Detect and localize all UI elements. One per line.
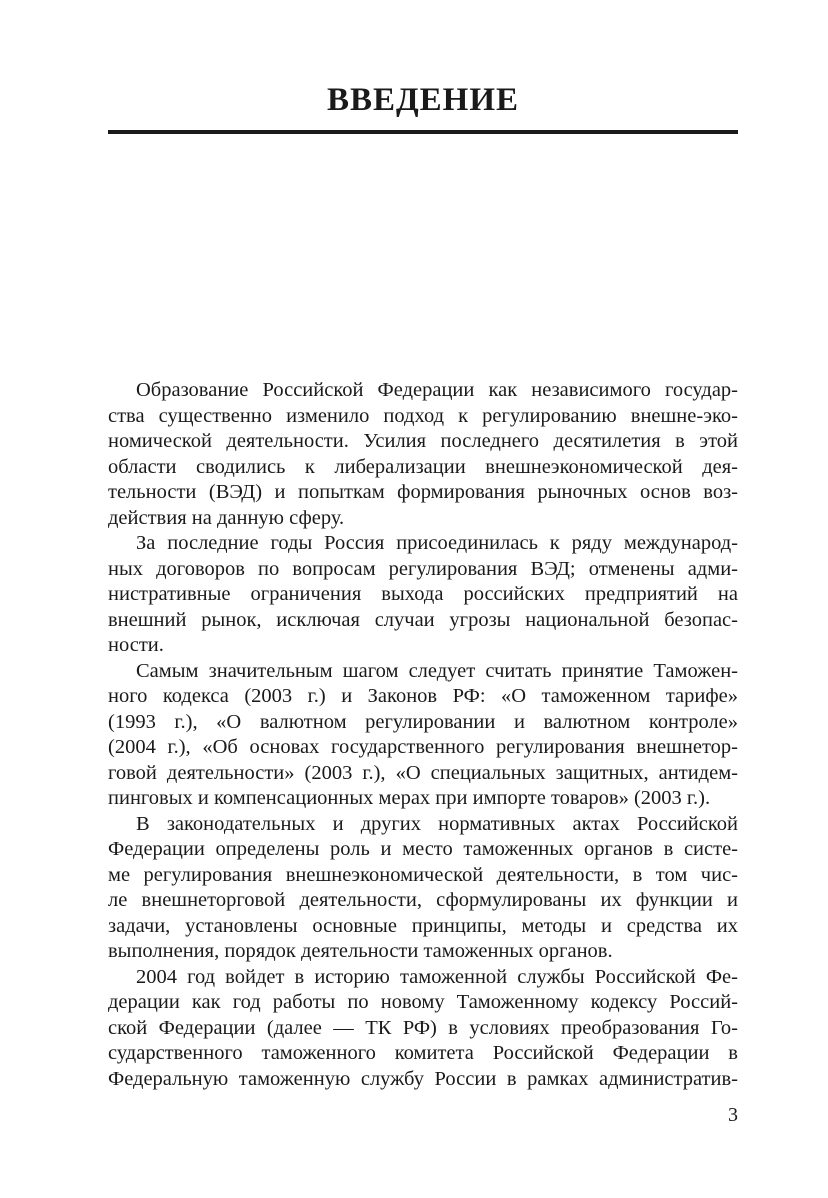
paragraph-4-line: В законодательных и других нормативных актах Российской	[136, 812, 738, 835]
paragraph-1-line: ства существенно изменило подход к регулированию внешне-эко-	[108, 404, 738, 427]
title-rule	[108, 130, 738, 134]
paragraph-5-line: дерации как год работы по новому Таможенному кодексу Россий-	[108, 991, 738, 1013]
page-number: 3	[728, 1104, 738, 1126]
paragraph-3-line: (2004 г.), «Об основах государственного регулирования внешнетор-	[108, 736, 738, 758]
paragraph-3-line: Самым значительным шагом следует считать принятие Таможен-	[136, 659, 738, 682]
paragraph-4-line: задачи, установлены основные принципы, методы и средства их	[108, 914, 738, 937]
paragraph-1-line: области сводились к либерализации внешнеэкономической дея-	[108, 455, 738, 478]
paragraph-1-line: Образование Российской Федерации как независимого государ-	[136, 379, 738, 401]
paragraph-5-line: Федеральную таможенную службу России в рамках административ-	[108, 1067, 738, 1090]
paragraph-1-line: тельности (ВЭД) и попыткам формирования рыночных основ воз-	[108, 481, 738, 503]
paragraph-1-line: действия на данную сферу.	[108, 506, 345, 529]
paragraph-4-line: Федерации определены роль и место таможенных органов в систе-	[108, 838, 738, 860]
paragraph-4-line: выполнения, порядок деятельности таможенных органов.	[108, 940, 613, 962]
paragraph-4-line: ме регулирования внешнеэкономической деятельности, в том чис-	[108, 863, 738, 886]
paragraph-2-line: внешний рынок, исключая случаи угрозы национальной безопас-	[108, 608, 738, 631]
paragraph-2-line: ности.	[108, 634, 164, 656]
paragraph-4-line: ле внешнеторговой деятельности, сформулированы их функции и	[108, 889, 738, 911]
paragraph-2-line: ных договоров по вопросам регулирования ВЭД; отменены адми-	[108, 557, 738, 580]
paragraph-5-line: 2004 год войдет в историю таможенной службы Российской Фе-	[136, 965, 738, 988]
paragraph-3-line: (1993 г.), «О валютном регулировании и валютном контроле»	[108, 710, 738, 733]
paragraph-5-line: сударственного таможенного комитета Российской Федерации в	[108, 1042, 738, 1064]
paragraph-1-line: номической деятельности. Усилия последнего десятилетия в этой	[108, 430, 738, 452]
paragraph-3-line: говой деятельности» (2003 г.), «О специальных защитных, антидем-	[108, 761, 738, 784]
paragraph-5-line: ской Федерации (далее — ТК РФ) в условиях преобразования Го-	[108, 1016, 738, 1039]
chapter-title: ВВЕДЕНИЕ	[326, 82, 520, 118]
paragraph-2-line: За последние годы Россия присоединилась к ряду международ-	[136, 532, 738, 554]
paragraph-3-line: пинговых и компенсационных мерах при импорте товаров» (2003 г.).	[108, 787, 711, 809]
body-text	[108, 378, 738, 1092]
paragraph-3-line: ного кодекса (2003 г.) и Законов РФ: «О таможенном тарифе»	[108, 685, 738, 707]
paragraph-2-line: нистративные ограничения выхода российских предприятий на	[108, 583, 738, 605]
